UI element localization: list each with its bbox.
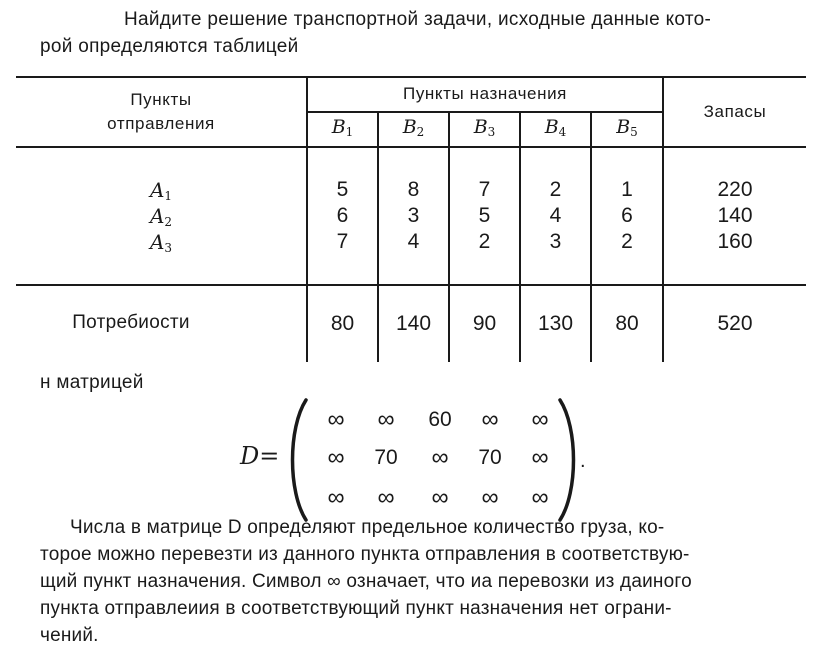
origin-a1: $A_1$ xyxy=(149,178,173,203)
matrix-trailing-period: . xyxy=(580,450,586,472)
cost-a2-b5: 6 xyxy=(621,204,633,227)
cost-a1-b5: 1 xyxy=(621,178,633,201)
matrix-cell-1-5: ∞ xyxy=(531,406,549,433)
cost-a1-b1: 5 xyxy=(336,178,349,201)
matrix-intro: н матрицей xyxy=(40,372,144,393)
cost-a2-b3: 5 xyxy=(478,204,491,227)
origin-a2: $A_2$ xyxy=(149,204,173,229)
matrix-cell-2-1: ∞ xyxy=(327,444,345,471)
paragraph-line-5: чений. xyxy=(40,625,99,646)
supply-a1: 220 xyxy=(717,178,753,201)
supply-a2: 140 xyxy=(717,204,753,227)
equals-sign: = xyxy=(259,442,280,470)
supply-header: Запасы xyxy=(703,102,767,121)
matrix-cell-2-5: ∞ xyxy=(531,444,549,471)
intro-line-1: Найдите решение транспортной задачи, исходные данные кото- xyxy=(124,9,712,30)
dest-b4: $B_4$ xyxy=(544,116,567,139)
origin-header-line-2: отправления xyxy=(107,114,215,133)
demand-top-rule xyxy=(16,284,806,286)
cost-a2-b1: 6 xyxy=(336,204,349,227)
paragraph-line-4: пункта отправлеиия в соответствующий пункт назначения нет ограни- xyxy=(40,598,672,619)
matrix-name: D= xyxy=(240,442,280,470)
cost-a1-b3: 7 xyxy=(478,178,491,201)
matrix-cell-1-1: ∞ xyxy=(327,406,345,433)
matrix-cell-3-5: ∞ xyxy=(531,484,549,511)
dest-b2: $B_2$ xyxy=(402,116,425,139)
cost-a2-b4: 4 xyxy=(549,204,562,227)
paragraph-line-3: щий пункт назначения. Символ ∞ означает, что иа перевозки из даиного xyxy=(40,571,692,592)
demand-b3: 90 xyxy=(472,312,497,335)
origin-a3: $A_3$ xyxy=(149,230,173,255)
table-top-rule xyxy=(16,76,806,78)
cost-a3-b2: 4 xyxy=(407,230,420,253)
dest-b5: $B_5$ xyxy=(616,116,638,139)
dest-header: Пункты назначения xyxy=(403,84,567,103)
cost-a2-b2: 3 xyxy=(407,204,420,227)
origin-header-line-1: Пункты xyxy=(130,90,192,109)
matrix-cell-3-4: ∞ xyxy=(481,484,499,511)
cost-a1-b4: 2 xyxy=(549,178,562,201)
matrix-cell-3-1: ∞ xyxy=(327,484,345,511)
matrix-cell-3-3: ∞ xyxy=(431,484,449,511)
cost-a3-b3: 2 xyxy=(478,230,491,253)
demand-b5: 80 xyxy=(615,312,639,335)
supply-a3: 160 xyxy=(717,230,753,253)
cost-a3-b1: 7 xyxy=(336,230,349,253)
cost-a3-b4: 3 xyxy=(549,230,562,253)
problem-intro xyxy=(40,6,810,60)
dest-header-rule xyxy=(306,111,662,113)
header-bottom-rule xyxy=(16,146,806,148)
paragraph-line-2: торое можно перевезти из данного пункта отправления в соответствую- xyxy=(40,544,690,565)
matrix-cell-3-2: ∞ xyxy=(377,484,395,511)
demand-label: Потребиости xyxy=(72,312,190,333)
demand-total: 520 xyxy=(717,312,753,335)
explanation-paragraph xyxy=(40,514,810,649)
cost-a1-b2: 8 xyxy=(407,178,420,201)
transport-table xyxy=(16,76,806,362)
matrix-cell-1-2: ∞ xyxy=(377,406,395,433)
demand-b2: 140 xyxy=(395,312,432,335)
matrix-cell-2-4: 70 xyxy=(478,446,502,469)
capacity-matrix xyxy=(240,398,600,522)
demand-b1: 80 xyxy=(330,312,355,335)
origin-header xyxy=(16,88,306,136)
intro-line-2: рой определяются таблицей xyxy=(40,36,299,57)
cost-a3-b5: 2 xyxy=(621,230,633,253)
demand-b4: 130 xyxy=(537,312,574,335)
dest-b1: $B_1$ xyxy=(331,116,354,139)
matrix-cell-1-3: 60 xyxy=(428,408,452,431)
matrix-cell-2-2: 70 xyxy=(374,446,398,469)
matrix-cell-1-4: ∞ xyxy=(481,406,499,433)
matrix-cell-2-3: ∞ xyxy=(431,444,449,471)
dest-b3: $B_3$ xyxy=(473,116,496,139)
paragraph-line-1: Числа в матрице D определяют предельное количество груза, ко- xyxy=(70,517,665,538)
